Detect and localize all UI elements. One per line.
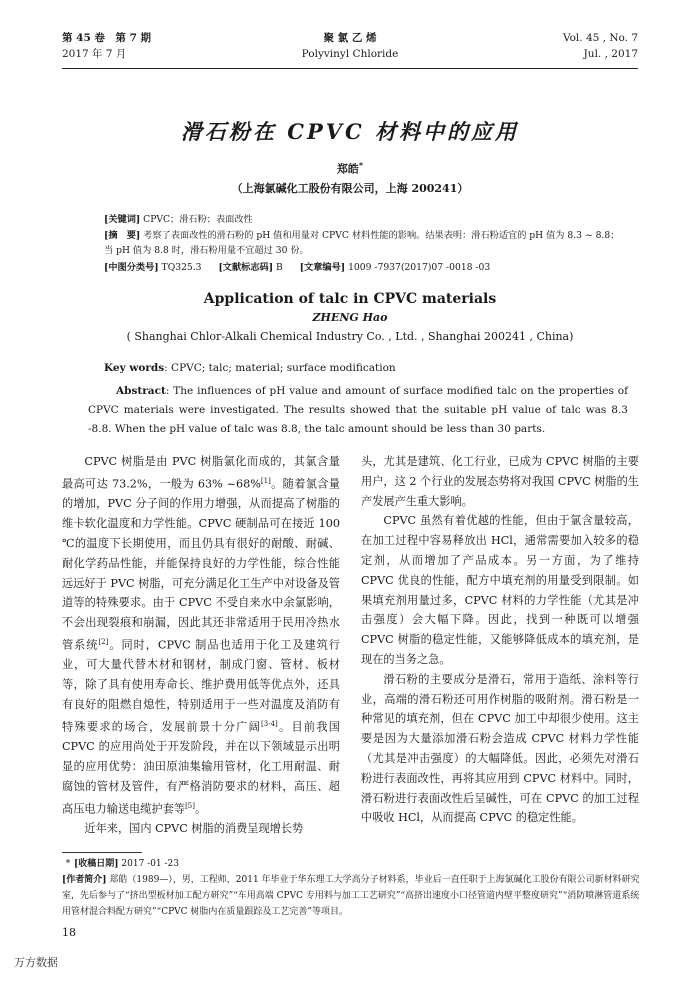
- article-number: [文章编号] 1009 -7937(2017)07 -0018 -03: [299, 262, 491, 273]
- author-footnote-mark: *: [358, 160, 364, 170]
- affiliation-cn: （上海氯碱化工股份有限公司，上海 200241）: [231, 182, 469, 195]
- page-number: 18: [62, 926, 76, 939]
- body-paragraph: 头，尤其是建筑、化工行业，已成为 CPVC 树脂的主要用户，这 2 个行业的发展态势将对我国 CPVC 树脂的生产发展产生重大影响。: [361, 455, 639, 508]
- citation-ref: [2]: [98, 637, 109, 646]
- body-paragraph: 近年来，国内 CPVC 树脂的消费呈现增长势: [84, 822, 304, 836]
- header-rule: [62, 68, 638, 69]
- author-name-cn: 郑皓: [336, 162, 359, 176]
- citation-ref: [3-4]: [261, 719, 278, 728]
- clc-code: [中图分类号] TQ325.3: [104, 262, 202, 273]
- abstract-cn: [104, 228, 624, 258]
- header-volume: 第 45 卷 第 7 期: [62, 32, 152, 44]
- journal-name-en: Polyvinyl Chloride: [301, 48, 399, 60]
- classification-line: [104, 260, 624, 275]
- keywords-cn: [104, 212, 624, 227]
- abstract-cn-text: 考察了表面改性的滑石粉的 pH 值和用量对 CPVC 材料性能的影响。结果表明：滑石粉适宜的 pH 值为 8.3 ~ 8.8；当 pH 值为 8.8 时，滑石粉用量不宜超过 30 份。: [104, 230, 620, 256]
- body-paragraph: CPVC 树脂是由 PVC 树脂氯化而成的，其氯含量最高可达 73.2%，一般为 63% ~68%[1]。随着氯含量的增加，PVC 分子间的作用力增强，从而提高了树脂的维卡软化温度和力学性能。CPVC 硬制品可在接近 100 ℃的温度下长期使用，而且仍具有很好的耐酸、耐碱、耐化学药品性能，并能保持良好的力学性能，综合性能远远好于 PVC 树脂，可充分满足化工生产中对设备及管道等的特殊要求。由于 CPVC 不受自来水中余氯影响，不会出现裂痕和崩漏，因此其还非常适用于民用冷热水管系统[2]。同时，CPVC 制品也适用于化工及建筑行业，可大量代替木材和钢材，制成门窗、管材、板材等，除了具有使用寿命长、维护费用低等优点外，还具有良好的阻燃自熄性，特别适用于一些对温度及消防有特殊要求的场合，发展前景十分广阔[3-4]。目前我国 CPVC 的应用尚处于开发阶段，并在以下领域显示出明显的应用优势：油田原油集输用管材，化工用耐温、耐腐蚀的管材及管件，有严格消防要求的材料，高压、超高压电力输送电缆护套等[5]。: [62, 455, 340, 816]
- citation-ref: [5]: [185, 801, 195, 810]
- header-date-en: Jul. , 2017: [583, 48, 638, 60]
- header-date-cn: 2017 年 7 月: [62, 48, 127, 60]
- abstract-en-label: Abstract: [116, 385, 166, 397]
- keywords-cn-text: CPVC；滑石粉；表面改性: [140, 214, 253, 225]
- header-vol-no: Vol. 45 , No. 7: [562, 32, 638, 44]
- journal-name-cn: 聚 氯 乙 烯: [323, 32, 377, 44]
- footnote-author-bio: [作者简介] 郑皓（1989—），男，工程师，2011 年毕业于华东理工大学高分子材料系，毕业后一直任职于上海氯碱化工股份有限公司新材料研究室，先后参与了“挤出型板材加工配方研究”“车用高端 CPVC 专用料与加工工艺研究”“高挤出速度小口径管道内壁平整度研究”“消防喷淋管道系统用管材混合料配方研究”“CPVC 树脂内在质量跟踪及工艺完善”等项目。: [62, 875, 640, 917]
- footnote-rule: [62, 852, 142, 853]
- keywords-en: [104, 362, 624, 374]
- article-title-en: Application of talc in CPVC materials: [203, 291, 497, 307]
- body-paragraph: CPVC 虽然有着优越的性能，但由于氯含量较高，在加工过程中容易释放出 HCl，通常需要加入较多的稳定剂，从而增加了产品成本。另一方面，为了维持 CPVC 优良的性能，配方中填充剂的用量受到限制。如果填充剂用量过多，CPVC 材料的力学性能（尤其是冲击强度）会大幅下降。因此，找到一种既可以增强 CPVC 树脂的稳定性能，又能够降低成本的填充剂，是现在的当务之急。: [361, 514, 639, 666]
- affiliation-en: ( Shanghai Chlor-Alkali Chemical Industry Co. , Ltd. , Shanghai 200241 , China): [126, 330, 574, 343]
- keywords-en-text: : CPVC; talc; material; surface modification: [164, 362, 396, 374]
- body-column-right: [361, 452, 639, 828]
- article-title-cn: 滑石粉在 CPVC 材料中的应用: [180, 119, 520, 144]
- abstract-cn-label: [摘 要]: [104, 230, 141, 241]
- footnote-received: * [收稿日期] 2017 -01 -23: [62, 856, 640, 872]
- author-cn: [0, 160, 700, 177]
- header-center: [62, 30, 638, 62]
- author-en: ZHENG Hao: [312, 311, 388, 324]
- footnote-marker: *: [65, 859, 71, 869]
- citation-ref: [1]: [260, 476, 271, 485]
- abstract-en-text: : The influences of pH value and amount of surface modified talc on the properties of CPVC materials were investigated. The results showed that the suitable pH value of talc was 8.3 -8.8. When the pH value of talc was 8.8, the talc amount should be less than 30 parts.: [88, 385, 628, 435]
- header-right: [563, 30, 638, 62]
- keywords-cn-label: [关键词]: [104, 214, 141, 225]
- body-column-left: [62, 452, 340, 839]
- keywords-en-label: Key words: [104, 362, 165, 374]
- body-paragraph: 滑石粉的主要成分是滑石，常用于造纸、涂料等行业，高端的滑石粉还可用作树脂的吸附剂。滑石粉是一种常见的填充剂，但在 CPVC 加工中却很少使用。这主要是因为大量添加滑石粉会造成 CPVC 材料力学性能（尤其是冲击强度）的大幅降低。因此，必须先对滑石粉进行表面改性，再将其应用到 CPVC 材料中。同时，滑石粉进行表面改性后呈碱性，可在 CPVC 的加工过程中吸收 HCl，从而提高 CPVC 的稳定性能。: [361, 672, 639, 825]
- document-code: [文献标志码] B: [218, 262, 283, 273]
- abstract-en: [88, 382, 628, 439]
- watermark: 万方数据: [14, 956, 58, 969]
